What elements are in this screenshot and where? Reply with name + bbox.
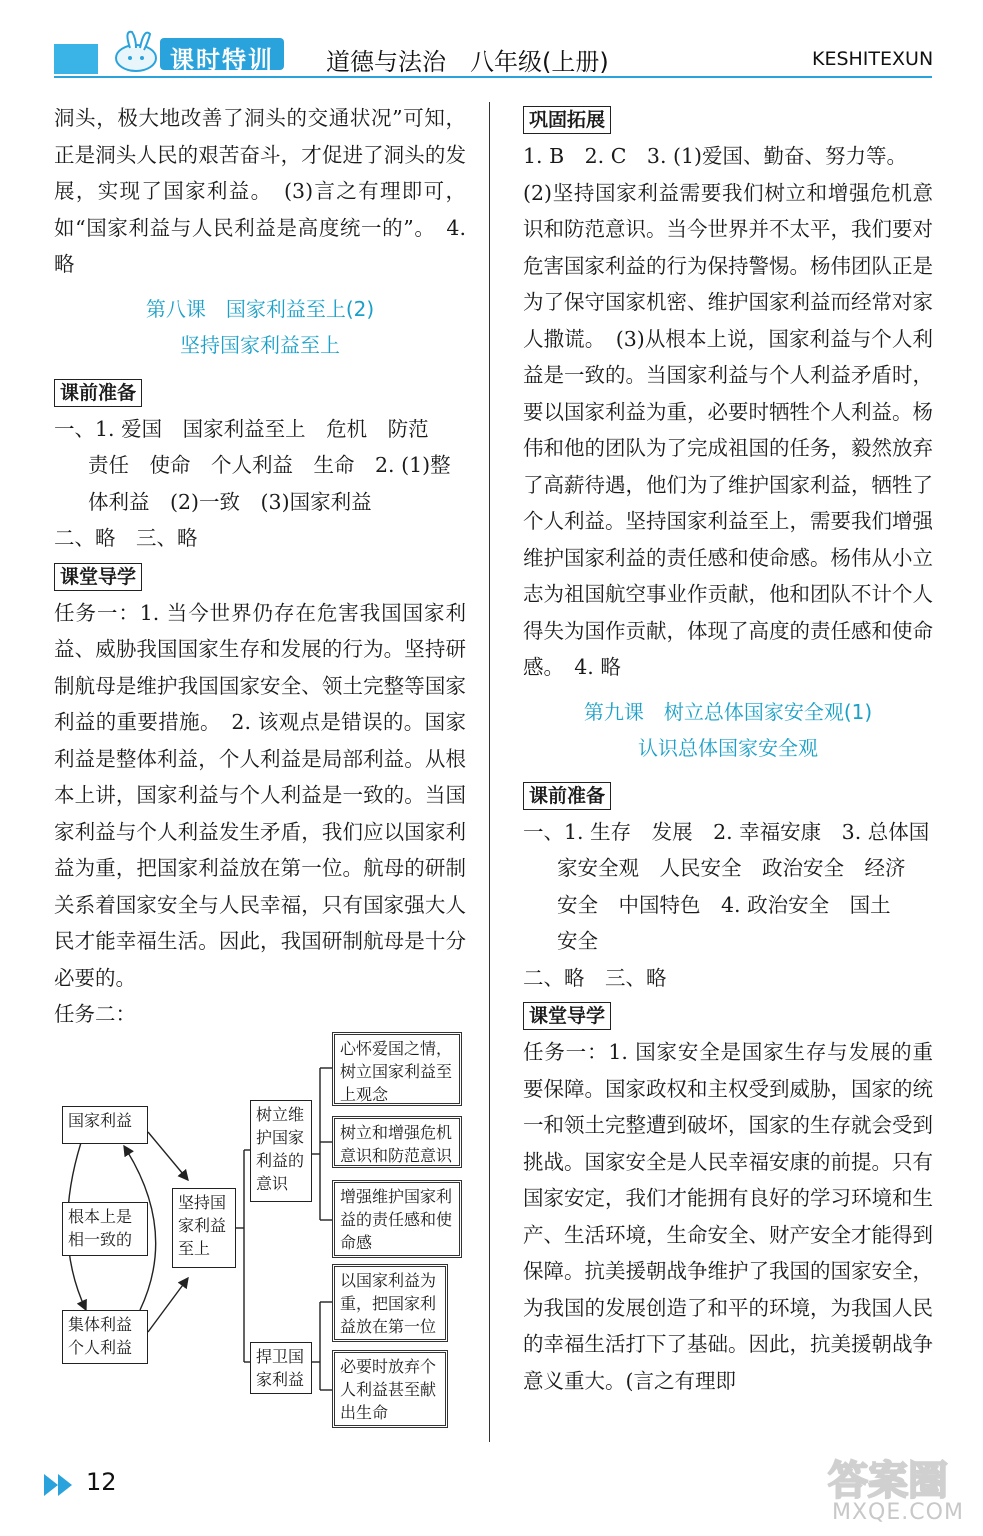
- header-rule: [54, 76, 932, 78]
- diagram-leaf-sacrifice: 必要时放弃个人利益甚至献出生命: [332, 1350, 448, 1428]
- prep2-answer-line4: 安全: [557, 929, 598, 953]
- column-divider: [489, 102, 490, 1442]
- prep-answer-line3: 体利益 (2)一致 (3)国家利益: [88, 489, 372, 514]
- section-tag-prep: 课前准备: [54, 379, 142, 407]
- prep2-answer-line1: 一、1. 生存 发展 2. 幸福安康 3. 总体国: [523, 819, 930, 844]
- concept-diagram: [58, 1030, 468, 1430]
- left-column: [54, 100, 466, 1033]
- prep2-answer-line3: 安全 中国特色 4. 政治安全 国土: [557, 892, 891, 917]
- task1-paragraph: 任务一：1. 当今世界仍存在危害我国国家利益、威胁我国国家生存和发展的行为。坚持研制航母是维护我国国家安全、领土完整等国家利益的重要措施。 2. 该观点是错误的。国家利益是整体利益，个人利益是局部利益。从根本上讲，国家利益与个人利益是一致的。当国家利益与个人利益发生矛盾，我们应以国家利益为重，把国家利益放在第一位。航母的研制关系着国家安全与人民幸福，只有国家强大人民才能幸福生活。因此，我国研制航母是十分必要的。: [54, 600, 466, 990]
- diagram-leaf-responsibility: 增强维护国家利益的责任感和使命感: [332, 1180, 462, 1258]
- diagram-node-national-interest: 国家利益: [62, 1106, 148, 1144]
- section-tag-guide: 课堂导学: [54, 563, 142, 591]
- lesson9-title-line2: 认识总体国家安全观: [638, 735, 818, 760]
- rabbit-logo-icon: [110, 28, 164, 74]
- lesson8-title-line2: 坚持国家利益至上: [180, 332, 340, 357]
- section-tag-prep-2: 课前准备: [523, 782, 611, 810]
- prep-answer-line2: 责任 使命 个人利益 生命 2. (1)整: [88, 453, 451, 477]
- diagram-node-awareness: 树立维护国家利益的意识: [250, 1100, 312, 1202]
- lesson8-title-line1: 第八课 国家利益至上(2): [145, 296, 375, 321]
- diagram-leaf-patriotism: 心怀爱国之情，树立国家利益至上观念: [332, 1032, 462, 1106]
- task2-label: 任务二：: [54, 1002, 136, 1026]
- diagram-node-consistent: 根本上是相一致的: [62, 1202, 148, 1256]
- page-header: [0, 0, 983, 78]
- header-color-block: [54, 44, 98, 74]
- diagram-leaf-crisis-awareness: 树立和增强危机意识和防范意识: [332, 1116, 462, 1168]
- diagram-node-adhere: 坚持国家利益至上: [172, 1188, 236, 1268]
- watermark-chars: 答案圈: [828, 1458, 948, 1504]
- brand-title: 课时特训: [160, 38, 284, 70]
- header-pinyin: KESHITEXUN: [812, 48, 934, 70]
- prep-answer-line1: 一、1. 爱国 国家利益至上 危机 防范: [54, 416, 429, 441]
- double-chevron-icon: [40, 1470, 80, 1500]
- intro-paragraph: 洞头，极大地改善了洞头的交通状况”可知，正是洞头人民的艰苦奋斗，才促进了洞头的发展，实现了国家利益。 (3)言之有理即可，如“国家利益与人民利益是高度统一的”。 4.略: [54, 106, 466, 276]
- subject-title: 道德与法治 八年级(上册): [326, 48, 609, 76]
- prep2-answer-23: 二、略 三、略: [523, 965, 667, 990]
- diagram-node-collective-individual: 集体利益个人利益: [62, 1310, 148, 1364]
- consolidate-answers-line1: 1. B 2. C 3. (1)爱国、勤奋、努力等。: [523, 144, 908, 168]
- prep-answer-23: 二、略 三、略: [54, 526, 198, 550]
- prep2-answer-line2: 家安全观 人民安全 政治安全 经济: [557, 856, 906, 880]
- consolidate-answers-paragraph: (2)坚持国家利益需要我们树立和增强危机意识和防范意识。当今世界并不太平，我们要对危害国家利益的行为保持警惕。杨伟团队正是为了保守国家机密、维护国家利益而经常对家人撒谎。 (3)从根本上说，国家利益与个人利益是一致的。当国家利益与个人利益矛盾时，要以国家利益为重，必要时牺牲个人利益。杨伟和他的团队为了完成祖国的任务，毅然放弃了高薪待遇，他们为了维护国家利益，牺牲了个人利益。坚持国家利益至上，需要我们增强维护国家利益的责任感和使命感。杨伟从小立志为祖国航空事业作贡献，他和团队不计个人得失为国作贡献，体现了高度的责任感和使命感。 4. 略: [523, 180, 933, 679]
- task1-paragraph-right: 任务一：1. 国家安全是国家生存与发展的重要保障。国家政权和主权受到威胁，国家的统一和领土完整遭到破坏，国家的生存就会受到挑战。国家安全是人民幸福安康的前提。只有国家安定，我们才能拥有良好的学习环境和生产、生活环境，生命安全、财产安全才能得到保障。抗美援朝战争维护了我国的国家安全，为我国的发展创造了和平的环境，为我国人民的幸福生活打下了基础。因此，抗美援朝战争意义重大。(言之有理即: [523, 1040, 933, 1393]
- lesson8-title: [54, 291, 466, 363]
- diagram-leaf-priority: 以国家利益为重，把国家利益放在第一位: [332, 1264, 448, 1342]
- lesson9-title-line1: 第九课 树立总体国家安全观(1): [583, 699, 873, 724]
- section-tag-consolidate: 巩固拓展: [523, 106, 611, 134]
- page-number: 12: [86, 1468, 117, 1496]
- right-column: [523, 100, 933, 1399]
- watermark-text: MXQE.COM: [832, 1500, 964, 1525]
- diagram-node-defend: 捍卫国家利益: [250, 1342, 312, 1394]
- lesson9-title: [523, 694, 933, 766]
- section-tag-guide-2: 课堂导学: [523, 1002, 611, 1030]
